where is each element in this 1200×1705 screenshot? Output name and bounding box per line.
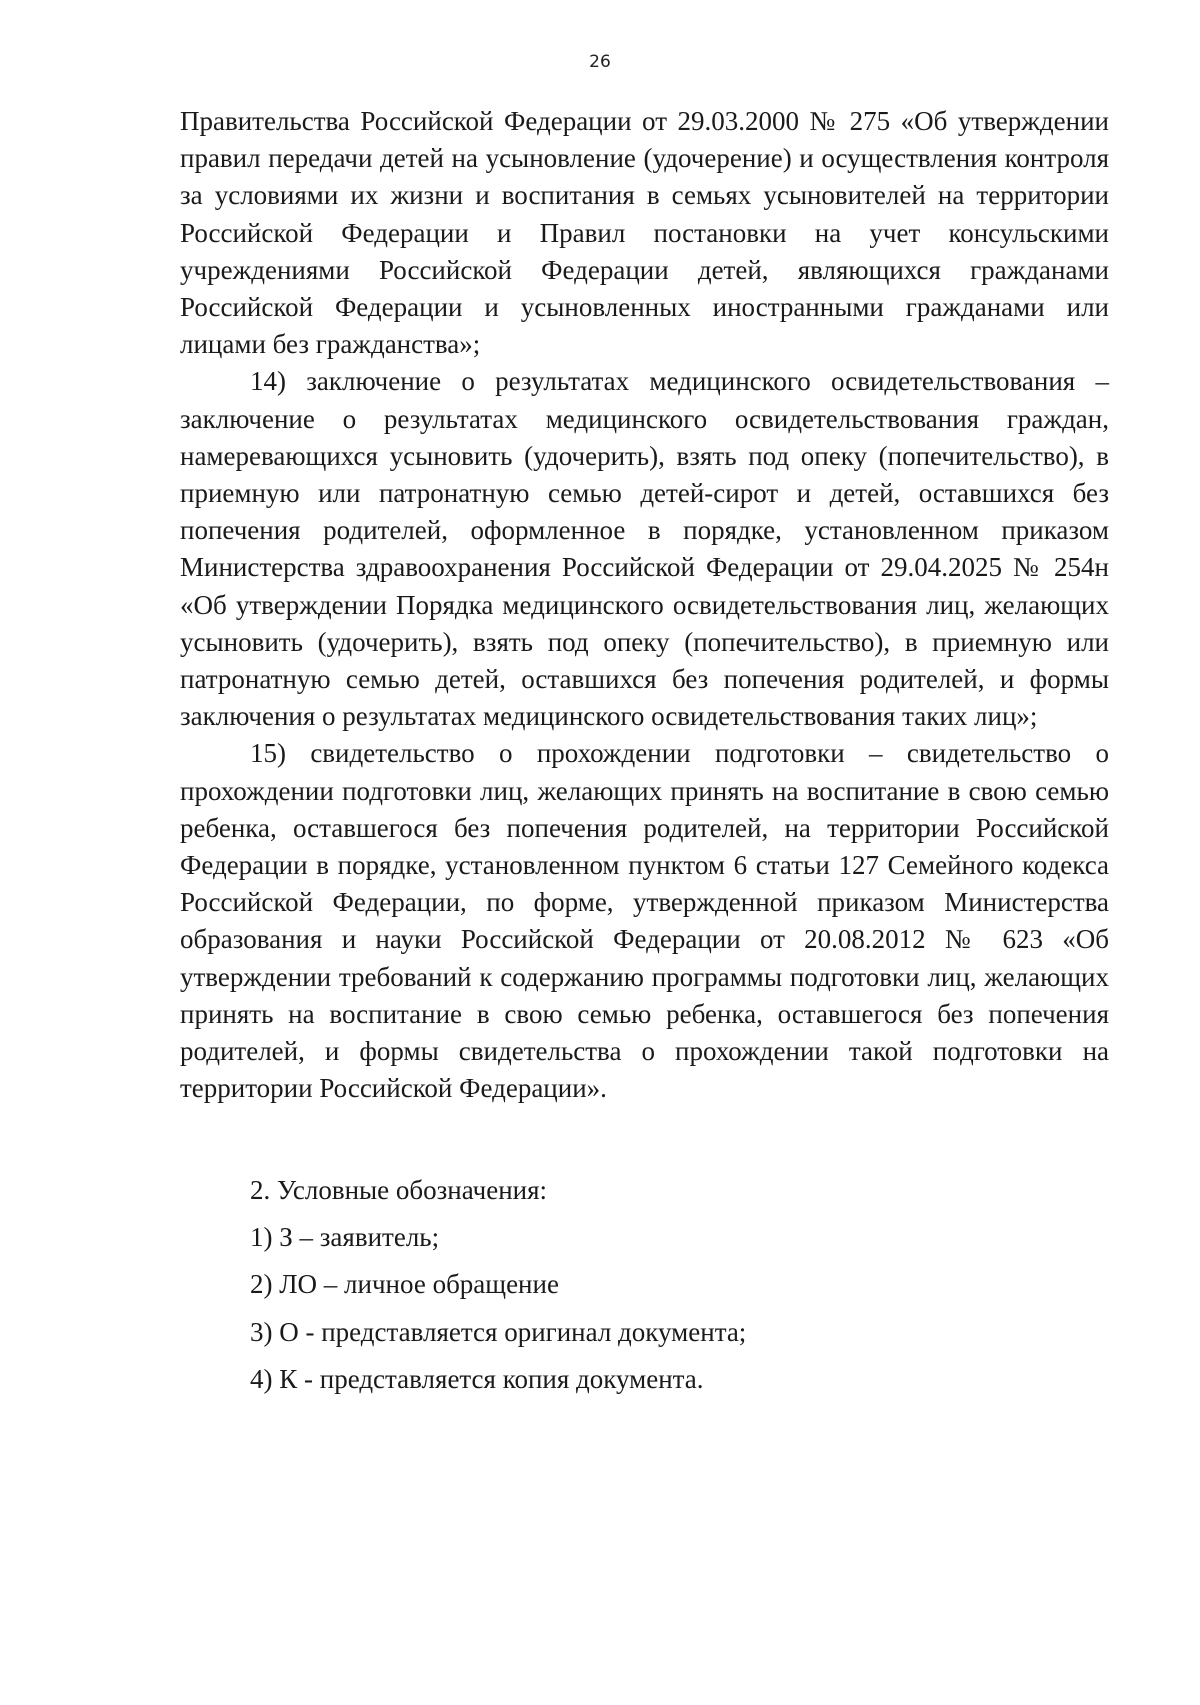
- legend-item-original: 3) О - представляется оригинал документа;: [250, 1316, 747, 1347]
- legend-item-personal-appeal: 2) ЛО – личное обращение: [250, 1269, 559, 1300]
- legend-item-applicant: 1) З – заявитель;: [250, 1222, 440, 1253]
- legend-item-copy: 4) К - представляется копия документа.: [250, 1363, 704, 1394]
- paragraph-item-14: 14) заключение о результатах медицинского освидетельствования – заключение о результатах медицинского освидетельствования граждан, намеревающихся усыновить (удочерить), взять под опеку (попечительство), в приемную или патронатную семью детей-сирот и детей, оставшихся без попечения родителей, оформленное в порядке, установленном приказом Министерства здравоохранения Российской Федерации от 29.04.2025 № 254н «Об утверждении Порядка медицинского освидетельствования лиц, желающих усыновить (удочерить), взять под опеку (попечительство), в приемную или патронатную семью детей, оставшихся без попечения родителей, и формы заключения о результатах медицинского освидетельствования таких лиц»;: [180, 366, 1109, 732]
- document-body: [180, 103, 1109, 1107]
- paragraph-item-15: 15) свидетельство о прохождении подготовки – свидетельство о прохождении подготовки лиц, желающих принять на воспитание в свою семью ребенка, оставшегося без попечения родителей, на территории Российской Федерации в порядке, установленном пунктом 6 статьи 127 Семейного кодекса Российской Федерации, по форме, утвержденной приказом Министерства образования и науки Российской Федерации от 20.08.2012 № 623 «Об утверждении требований к содержанию программы подготовки лиц, желающих принять на воспитание в свою семью ребенка, оставшегося без попечения родителей, и формы свидетельства о прохождении такой подготовки на территории Российской Федерации».: [180, 738, 1109, 1104]
- legend-title: 2. Условные обозначения:: [250, 1175, 548, 1205]
- page-number: 26: [589, 52, 611, 72]
- paragraph-continuation: Правительства Российской Федерации от 29.03.2000 № 275 «Об утверждении правил передачи детей на усыновление (удочерение) и осуществления контроля за условиями их жизни и воспитания в семьях усыновителей на территории Российской Федерации и Правил постановки на учет консульскими учреждениями Российской Федерации детей, являющихся гражданами Российской Федерации и усыновленных иностранными гражданами или лицами без гражданства»;: [180, 106, 1109, 360]
- legend-section: [250, 1172, 1110, 1408]
